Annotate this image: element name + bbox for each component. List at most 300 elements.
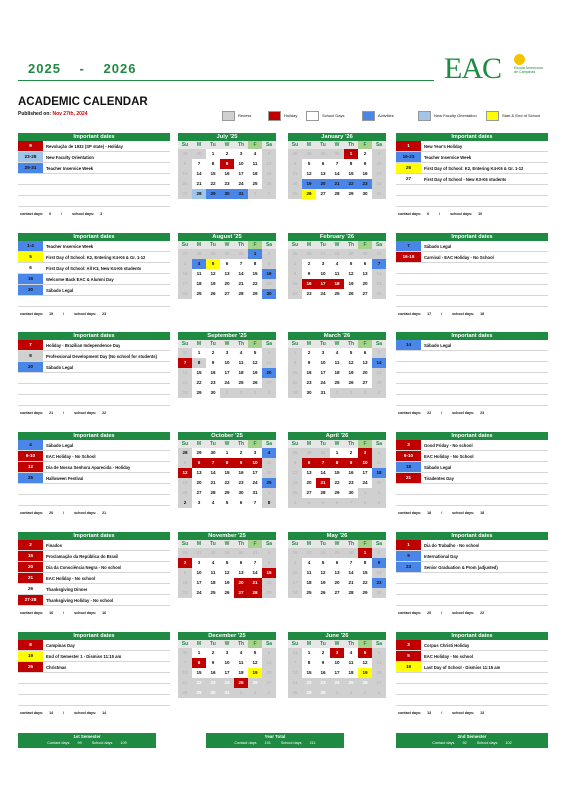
calendar-day: 12 <box>362 660 368 665</box>
calendar-day: 19 <box>252 370 258 375</box>
important-date-row <box>18 662 170 673</box>
weekday-label: Th <box>234 440 248 448</box>
calendar-day: 1 <box>358 548 372 558</box>
calendar-day: 9 <box>234 458 248 468</box>
important-date-day: 26 <box>27 586 34 591</box>
day-counts <box>20 212 102 216</box>
calendar-day: 13 <box>224 271 230 276</box>
calendar-week <box>288 378 386 388</box>
weekday-header <box>178 540 276 548</box>
calendar-day: 23 <box>306 291 312 296</box>
calendar-day: 15 <box>362 570 368 575</box>
important-date-day: 7 <box>18 340 43 350</box>
important-dates-panel <box>396 233 548 316</box>
day-counts <box>398 511 484 515</box>
calendar-day: 27 <box>362 380 368 385</box>
calendar-day: 20 <box>372 668 386 678</box>
calendar-day: 14 <box>320 470 326 475</box>
calendar-day: 10 <box>320 360 326 365</box>
calendar-day: 31 <box>248 548 262 558</box>
important-date-day <box>18 395 43 405</box>
calendar-day: 15 <box>196 370 202 375</box>
calendar-day: 8 <box>211 161 215 166</box>
calendar-day: 26 <box>288 548 302 558</box>
calendar-day: 9 <box>262 259 276 269</box>
calendar-day: 12 <box>348 360 354 365</box>
calendar-day: 15 <box>306 670 312 675</box>
weekday-label: Su <box>178 141 192 149</box>
important-date-day: 1 <box>396 540 421 550</box>
important-date-text: First Day of School: All K3, New K4-K6 students <box>46 265 142 271</box>
calendar-day: 26 <box>348 291 354 296</box>
calendar-day: 12 <box>306 171 312 176</box>
contact-days-value: 14 <box>49 711 54 715</box>
calendar-day: 6 <box>372 648 386 658</box>
calendar-day: 9 <box>372 498 386 508</box>
weekday-label: Tu <box>316 440 330 448</box>
important-date-day <box>18 185 43 195</box>
month-title: December '25 <box>178 632 276 640</box>
calendar-day: 29 <box>288 448 302 458</box>
calendar-day: 2 <box>344 688 358 698</box>
important-date-row <box>18 241 170 252</box>
calendar-day: 5 <box>288 458 302 468</box>
calendar-week <box>288 169 386 179</box>
calendar-day: 21 <box>348 580 354 585</box>
important-date-row <box>18 651 170 662</box>
calendar-day: 9 <box>211 360 215 365</box>
calendar-day: 7 <box>253 560 257 565</box>
calendar-week <box>288 149 386 159</box>
important-dates-panel <box>396 632 548 715</box>
important-date-day: 8 <box>18 640 43 650</box>
weekday-label: Su <box>288 340 302 348</box>
calendar-day: 29 <box>348 191 354 196</box>
important-date-row <box>396 185 548 196</box>
calendar-day: 21 <box>178 378 192 388</box>
calendar-day: 16 <box>238 470 244 475</box>
weekday-label: M <box>302 340 316 348</box>
weekday-label: Su <box>178 340 192 348</box>
calendar-day: 27 <box>334 590 340 595</box>
important-date-row <box>396 263 548 274</box>
calendar-week <box>288 368 386 378</box>
calendar-day: 7 <box>372 259 386 269</box>
calendar-day: 4 <box>262 448 276 458</box>
calendar-day: 9 <box>178 568 192 578</box>
count-separator: / <box>439 212 441 216</box>
calendar-week <box>178 458 276 468</box>
important-date-row <box>18 296 170 307</box>
school-days-value: 16 <box>102 611 107 615</box>
weekday-header <box>178 340 276 348</box>
calendar-day: 22 <box>210 181 216 186</box>
weekday-label: Sa <box>262 640 276 648</box>
important-date-text: EAC Holiday - No School <box>46 453 96 459</box>
school-days-value: 23 <box>480 411 485 415</box>
important-date-text: Teacher Inservice Week <box>424 154 472 160</box>
calendar-day: 24 <box>320 291 326 296</box>
important-date-day: 16 <box>18 274 43 284</box>
calendar-day: 28 <box>288 149 302 159</box>
calendar-day: 7 <box>288 658 302 668</box>
calendar-day: 27 <box>362 291 368 296</box>
important-date-row <box>396 640 548 651</box>
important-date-day: 9 <box>396 551 421 561</box>
important-date-text: EAC Holiday - No school <box>46 575 96 581</box>
important-date-day <box>18 695 43 705</box>
calendar-day: 4 <box>211 560 215 565</box>
total-school-label: School days <box>280 741 302 745</box>
important-date-row <box>396 584 548 595</box>
calendar-day: 19 <box>348 370 354 375</box>
total-title: 1st Semester <box>73 734 101 739</box>
weekday-label: M <box>302 640 316 648</box>
calendar-day: 3 <box>358 688 372 698</box>
calendar-day: 7 <box>344 498 358 508</box>
calendar-day: 8 <box>192 658 206 668</box>
contact-days-label: contact days: <box>398 312 422 316</box>
month-calendar <box>178 133 276 199</box>
calendar-day: 8 <box>192 358 206 368</box>
important-date-text: Sábado Legal <box>424 464 452 470</box>
important-dates-title: Important dates <box>396 133 548 141</box>
calendar-week <box>288 159 386 169</box>
calendar-day: 20 <box>196 480 202 485</box>
calendar-day: 18 <box>330 279 344 289</box>
calendar-day: 12 <box>348 271 354 276</box>
important-dates-title: Important dates <box>396 432 548 440</box>
month-calendar <box>288 233 386 299</box>
weekday-label: Th <box>234 340 248 348</box>
calendar-day: 11 <box>210 570 216 575</box>
calendar-day: 11 <box>196 271 202 276</box>
weekday-label: Th <box>344 241 358 249</box>
contact-days-value: 16 <box>49 611 54 615</box>
weekday-label: W <box>220 440 234 448</box>
calendar-week <box>178 149 276 159</box>
important-date-day <box>18 196 43 206</box>
important-date-text: EAC Holiday - No school <box>424 653 474 659</box>
calendar-day: 6 <box>192 458 206 468</box>
calendar-week <box>178 378 276 388</box>
calendar-day: 22 <box>224 480 230 485</box>
calendar-day: 24 <box>362 480 368 485</box>
month-title: July '25 <box>178 133 276 141</box>
weekday-label: F <box>358 640 372 648</box>
calendar-day: 18 <box>238 670 244 675</box>
calendar-day: 29 <box>288 388 302 398</box>
important-date-row <box>18 573 170 584</box>
calendar-day: 18 <box>210 580 216 585</box>
important-date-row <box>18 584 170 595</box>
weekday-label: Su <box>288 640 302 648</box>
important-date-row <box>18 462 170 473</box>
weekday-header <box>288 340 386 348</box>
important-date-text: First Day of School - New K3-K6 students <box>424 176 507 182</box>
calendar-day: 5 <box>307 161 311 166</box>
important-date-row <box>396 296 548 307</box>
calendar-day: 11 <box>238 660 244 665</box>
calendar-day: 4 <box>239 350 243 355</box>
important-date-row <box>18 263 170 274</box>
important-date-row <box>18 473 170 484</box>
calendar-week <box>288 648 386 658</box>
weekday-label: W <box>220 241 234 249</box>
calendar-week <box>288 458 386 468</box>
important-date-row <box>396 684 548 695</box>
weekday-label: Tu <box>206 340 220 348</box>
calendar-day: 17 <box>224 670 230 675</box>
important-date-day <box>18 373 43 383</box>
calendar-week <box>178 388 276 398</box>
calendar-day: 28 <box>178 388 192 398</box>
calendar-day: 25 <box>334 291 340 296</box>
calendar-day: 12 <box>252 660 258 665</box>
day-counts <box>20 411 106 415</box>
calendar-day: 21 <box>372 279 386 289</box>
calendar-day: 7 <box>178 658 192 668</box>
calendar-day: 4 <box>335 350 339 355</box>
important-date-day <box>396 595 421 605</box>
calendar-day: 11 <box>334 360 340 365</box>
calendar-day: 29 <box>330 548 344 558</box>
weekday-label: Tu <box>316 640 330 648</box>
calendar-day: 13 <box>320 171 326 176</box>
important-date-text: Sábado Legal <box>424 342 452 348</box>
important-date-text: Proclamação da República do Brasil <box>46 553 119 559</box>
weekday-label: M <box>302 540 316 548</box>
calendar-day: 8 <box>253 261 257 266</box>
calendar-week <box>178 179 276 189</box>
calendar-day: 26 <box>320 590 326 595</box>
calendar-day: 26 <box>358 678 372 688</box>
important-date-row <box>18 185 170 196</box>
calendar-day: 31 <box>330 149 344 159</box>
important-date-row <box>396 340 548 351</box>
legend-swatch <box>418 111 431 121</box>
calendar-day: 30 <box>306 390 312 395</box>
important-date-row <box>18 451 170 462</box>
calendar-day: 15 <box>262 568 276 578</box>
calendar-day: 12 <box>210 271 216 276</box>
count-separator: / <box>441 611 443 615</box>
calendar-day: 12 <box>178 468 192 478</box>
calendar-day: 19 <box>358 668 372 678</box>
legend-item <box>268 111 297 121</box>
weekday-header <box>288 241 386 249</box>
weekday-header <box>178 640 276 648</box>
month-calendar <box>178 332 276 398</box>
important-date-text: Dia da Consciência Negra - No school <box>46 564 122 570</box>
legend-swatch <box>486 111 499 121</box>
calendar-day: 18 <box>372 468 386 478</box>
calendar-day: 28 <box>178 688 192 698</box>
calendar-day: 3 <box>358 388 372 398</box>
calendar-day: 30 <box>372 588 386 598</box>
important-dates-panel <box>18 332 170 415</box>
calendar-week <box>288 289 386 299</box>
calendar-week <box>178 678 276 688</box>
weekday-label: F <box>248 241 262 249</box>
important-date-day: 6-10 <box>396 451 421 461</box>
calendar-day: 25 <box>288 249 302 259</box>
weekday-label: Su <box>178 440 192 448</box>
calendar-day: 2 <box>363 151 367 156</box>
calendar-day: 2 <box>211 350 215 355</box>
important-date-row <box>18 595 170 606</box>
calendar-day: 31 <box>234 249 248 259</box>
calendar-day: 7 <box>335 161 339 166</box>
calendar-week <box>178 348 276 358</box>
calendar-day: 20 <box>306 480 312 485</box>
important-date-row <box>396 395 548 406</box>
important-date-row <box>396 662 548 673</box>
important-date-day <box>18 673 43 683</box>
calendar-day: 7 <box>316 458 330 468</box>
calendar-day: 28 <box>192 189 206 199</box>
calendar-day: 11 <box>252 161 258 166</box>
legend-label: New Faculty Orientation <box>434 113 477 118</box>
important-date-text: Sábado Legal <box>46 442 74 448</box>
calendar-week <box>178 588 276 598</box>
important-date-day: 6 <box>29 265 32 270</box>
calendar-day: 23 <box>238 480 244 485</box>
contact-days-value: 19 <box>49 312 54 316</box>
month-calendar <box>178 432 276 508</box>
calendar-day: 23 <box>348 480 354 485</box>
calendar-day: 31 <box>252 490 258 495</box>
important-date-text: Campinas Day <box>46 642 75 648</box>
calendar-day: 1 <box>358 488 372 498</box>
weekday-label: Th <box>344 640 358 648</box>
calendar-day: 2 <box>349 450 353 455</box>
important-date-row <box>18 395 170 406</box>
weekday-label: M <box>192 141 206 149</box>
important-date-row <box>18 163 170 174</box>
weekday-header <box>288 440 386 448</box>
calendar-day: 10 <box>224 360 230 365</box>
calendar-week <box>288 448 386 458</box>
important-date-row <box>396 695 548 706</box>
calendar-day: 23 <box>206 678 220 688</box>
calendar-day: 4 <box>253 151 257 156</box>
calendar-day: 14 <box>210 470 216 475</box>
calendar-day: 29 <box>334 490 340 495</box>
calendar-day: 8 <box>288 269 302 279</box>
calendar-day: 28 <box>372 289 386 299</box>
calendar-day: 30 <box>302 448 316 458</box>
calendar-day: 14 <box>334 171 340 176</box>
weekday-label: F <box>248 540 262 548</box>
calendar-day: 5 <box>178 458 192 468</box>
important-dates-title: Important dates <box>396 233 548 241</box>
calendar-day: 24 <box>238 181 244 186</box>
total-values <box>206 740 344 747</box>
calendar-day: 4 <box>307 560 311 565</box>
important-dates-panel <box>396 332 548 415</box>
calendar-day: 25 <box>196 291 202 296</box>
calendar-day: 29 <box>192 688 206 698</box>
legend-label: Start & End of School <box>502 113 541 118</box>
total-title: Year Total <box>264 734 286 739</box>
weekday-label: Th <box>344 141 358 149</box>
total-school-label: School days <box>476 741 498 745</box>
calendar-day: 24 <box>252 480 258 485</box>
weekday-label: W <box>220 340 234 348</box>
calendar-day: 18 <box>288 179 302 189</box>
calendar-week <box>288 189 386 199</box>
day-counts <box>398 711 484 715</box>
important-dates-panel <box>18 233 170 316</box>
important-date-row <box>18 285 170 296</box>
calendar-week <box>178 269 276 279</box>
calendar-day: 20 <box>262 668 276 678</box>
calendar-day: 17 <box>362 470 368 475</box>
calendar-day: 30 <box>316 149 330 159</box>
school-days-label: school days: <box>74 511 97 515</box>
weekday-label: F <box>358 141 372 149</box>
calendar-day: 26 <box>252 380 258 385</box>
calendar-day: 24 <box>330 678 344 688</box>
calendar-day: 23 <box>262 279 276 289</box>
calendar-day: 17 <box>334 670 340 675</box>
important-date-day: 19 <box>396 662 421 672</box>
contact-days-value: 17 <box>427 312 432 316</box>
calendar-day: 11 <box>288 169 302 179</box>
important-date-text: End of Semester 1 - Dismiss 11:15 am <box>46 653 122 659</box>
calendar-week <box>288 259 386 269</box>
important-date-row <box>396 562 548 573</box>
calendar-day: 26 <box>348 380 354 385</box>
school-days-value: 13 <box>480 711 485 715</box>
calendar-day: 28 <box>320 490 326 495</box>
calendar-day: 15 <box>252 271 258 276</box>
calendar-day: 11 <box>334 271 340 276</box>
day-counts <box>398 411 484 415</box>
calendar-day: 4 <box>372 688 386 698</box>
important-date-row <box>18 695 170 706</box>
important-date-day <box>18 484 43 494</box>
calendar-week <box>178 358 276 368</box>
important-date-row <box>396 673 548 684</box>
important-date-day <box>396 296 421 306</box>
calendar-day: 18 <box>306 580 312 585</box>
important-date-row <box>396 551 548 562</box>
important-date-day <box>396 384 421 394</box>
calendar-day: 4 <box>211 500 215 505</box>
important-date-text: Good Friday - No school <box>424 442 473 448</box>
count-separator: / <box>61 212 63 216</box>
legend-swatch <box>268 111 281 121</box>
calendar-day: 2 <box>178 558 192 568</box>
weekday-label: Th <box>234 640 248 648</box>
calendar-week <box>288 578 386 588</box>
important-date-day: 25 <box>18 662 43 672</box>
important-date-text: Thanksgiving Holiday - No school <box>46 597 114 603</box>
published-date: Nov 27th, 2024 <box>52 111 88 117</box>
important-date-row <box>396 462 548 473</box>
calendar-day: 28 <box>334 191 340 196</box>
calendar-day: 9 <box>220 159 234 169</box>
calendar-day: 27 <box>262 678 276 688</box>
calendar-day: 19 <box>320 580 326 585</box>
day-counts <box>20 611 106 615</box>
calendar-day: 7 <box>253 500 257 505</box>
calendar-day: 30 <box>210 390 216 395</box>
calendar-day: 29 <box>302 149 316 159</box>
weekday-label: Sa <box>372 640 386 648</box>
